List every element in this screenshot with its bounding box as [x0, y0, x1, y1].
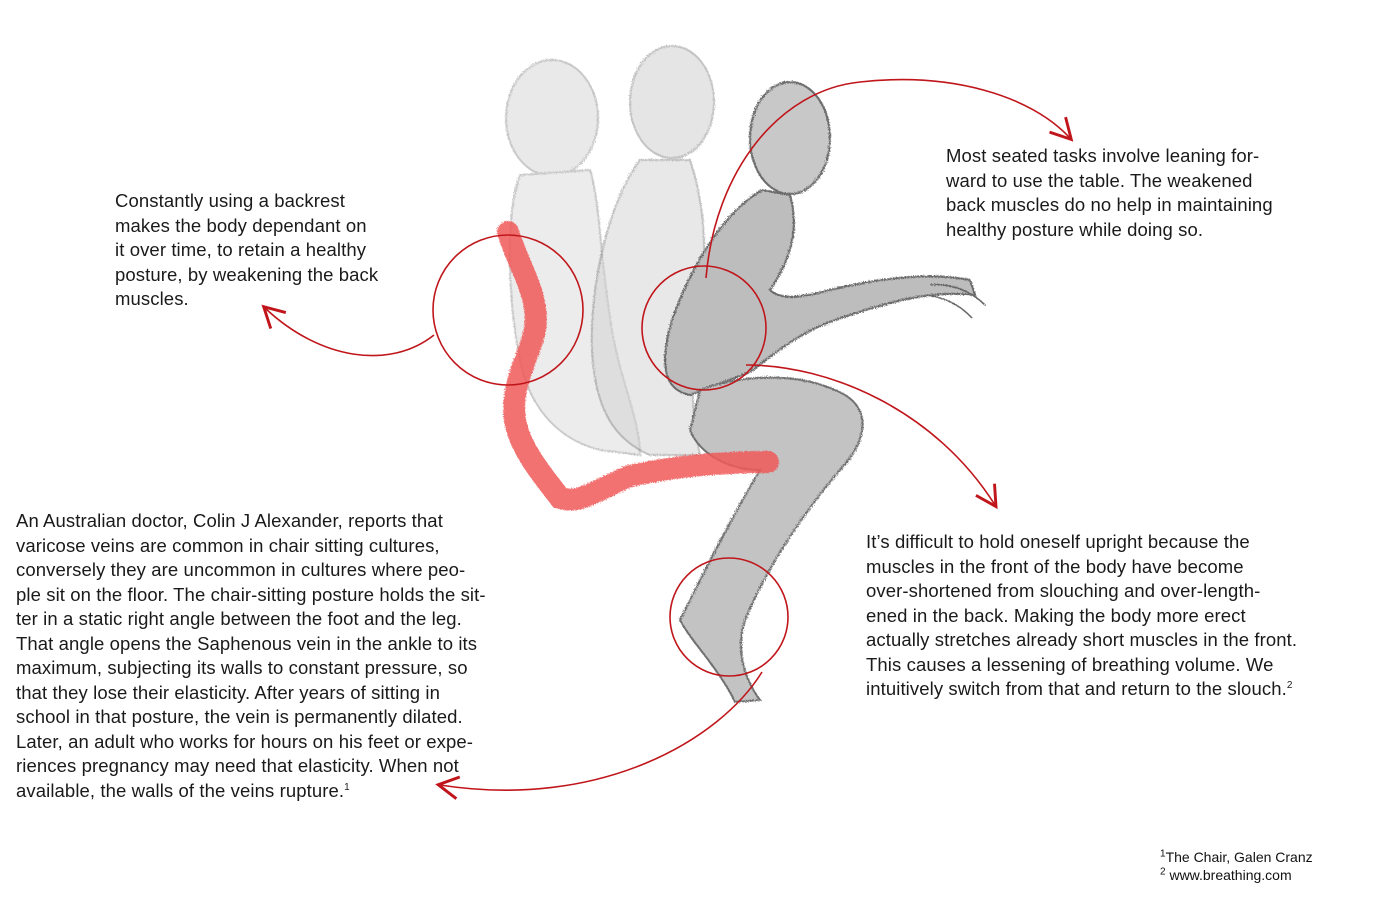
upright-note: It’s difficult to hold oneself upright because the muscles in the front of the body have become over-shortened from slouching and over-length- ened in the back. Making the body more erect actually stretches already short muscles in the front. This causes a lessening of breathing volume. We intuitively switch from that and return to the slouch.$^2$	[866, 531, 1298, 699]
footnotes	[1160, 848, 1313, 884]
footnote-2: $^2$ www.breathing.com	[1160, 866, 1292, 883]
leaning-note: Most seated tasks involve leaning for- ward to use the table. The weakened back muscles do no help in maintaining healthy posture while doing so.	[946, 145, 1273, 240]
varicose-veins-note: An Australian doctor, Colin J Alexander, reports that varicose veins are common in chair sitting cultures, conversely they are uncommon in cultures where peo- ple sit on the floor. The chair-sitting posture holds the sit- ter in a static right angle between the foot and the leg. That angle opens the Saphenous vein in the ankle to its maximum, subjecting its walls to constant pressure, so that they lose their elasticity. After years of sitting in school in that posture, the vein is permanently dilated. Later, an adult who works for hours on his feet or expe- riences pregnancy may need that elasticity. When not available, the walls of the veins rupture.$^1$	[16, 510, 486, 801]
footnote-ref-2: 2	[1286, 679, 1293, 691]
footnote-ref-1: 1	[344, 781, 350, 793]
backrest-note: Constantly using a backrest makes the body dependant on it over time, to retain a healthy posture, by weakening the back muscles.	[115, 190, 379, 309]
footnote-1: $^1$The Chair, Galen Cranz	[1160, 848, 1313, 865]
arrow-to-backrest-note	[265, 308, 434, 356]
